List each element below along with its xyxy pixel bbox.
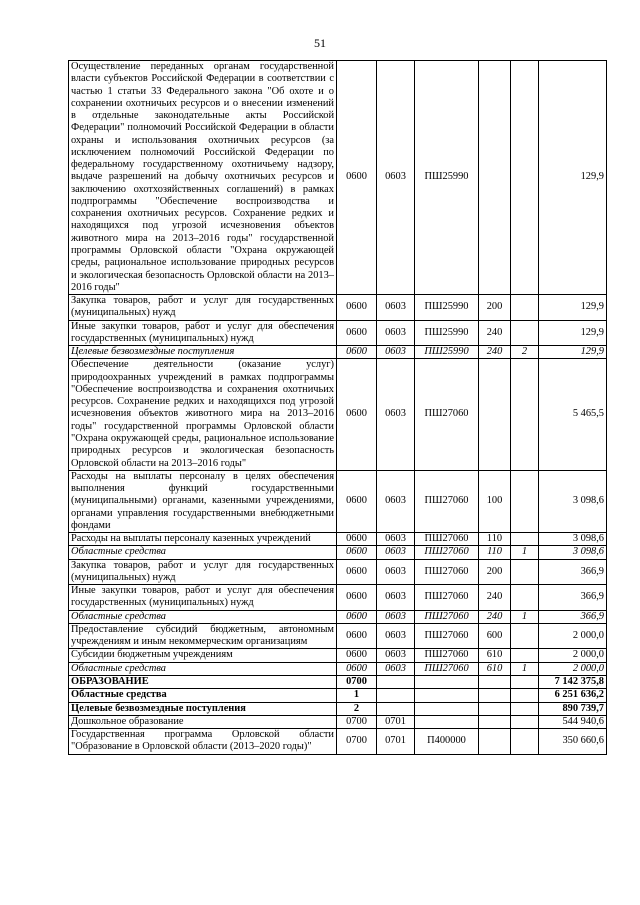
section-code-cell: 0600: [337, 359, 377, 470]
table-row: [69, 320, 607, 346]
target-article-cell: ПШ27060: [415, 662, 479, 675]
section-code-cell: 0600: [337, 610, 377, 623]
expense-name-cell: Областные средства: [69, 662, 337, 675]
expense-type-cell: 600: [479, 623, 511, 649]
funding-source-cell: [511, 295, 539, 321]
amount-cell: 129,9: [539, 346, 607, 359]
expense-name-cell: Иные закупки товаров, работ и услуг для обеспечения государственных (муниципальных) нужд: [69, 585, 337, 611]
amount-cell: 366,9: [539, 610, 607, 623]
section-code-cell: 0600: [337, 649, 377, 662]
target-article-cell: ПШ25990: [415, 346, 479, 359]
expense-name-cell: Дошкольное образование: [69, 715, 337, 728]
expense-name-cell: Целевые безвозмездные поступления: [69, 702, 337, 715]
target-article-cell: ПШ27060: [415, 623, 479, 649]
expense-name-cell: ОБРАЗОВАНИЕ: [69, 676, 337, 689]
target-article-cell: ПШ27060: [415, 559, 479, 585]
amount-cell: 129,9: [539, 320, 607, 346]
target-article-cell: [415, 676, 479, 689]
expense-name-cell: Обеспечение деятельности (оказание услуг) природоохранных учреждений в рамках подпрограммы "Обеспечение воспроизводства и сохранения охотничьих ресурсов. Сохранение редких и находящихся под угрозой исчезновения объектов животного мира на 2013–2016 годы" государственной программы Орловской области "Охрана окружающей среды, рациональное использование природных ресурсов и экологическая безопасность Орловской области на 2013–2016 годы": [69, 359, 337, 470]
expense-name-cell: Областные средства: [69, 689, 337, 702]
section-code-cell: 0700: [337, 715, 377, 728]
subsection-code-cell: 0603: [377, 359, 415, 470]
expense-type-cell: [479, 359, 511, 470]
expense-name-cell: Субсидии бюджетным учреждениям: [69, 649, 337, 662]
table-row: [69, 689, 607, 702]
section-code-cell: 1: [337, 689, 377, 702]
subsection-code-cell: 0603: [377, 346, 415, 359]
funding-source-cell: 1: [511, 610, 539, 623]
target-article-cell: ПШ25990: [415, 61, 479, 295]
target-article-cell: П400000: [415, 729, 479, 755]
expense-type-cell: 240: [479, 346, 511, 359]
expense-name-cell: Предоставление субсидий бюджетным, автономным учреждениям и иным некоммерческим организациям: [69, 623, 337, 649]
page-number: 51: [314, 36, 326, 50]
section-code-cell: 0700: [337, 676, 377, 689]
expense-name-cell: Областные средства: [69, 610, 337, 623]
target-article-cell: ПШ27060: [415, 359, 479, 470]
expense-name-cell: Закупка товаров, работ и услуг для государственных (муниципальных) нужд: [69, 559, 337, 585]
subsection-code-cell: 0603: [377, 610, 415, 623]
amount-cell: 366,9: [539, 559, 607, 585]
funding-source-cell: [511, 61, 539, 295]
amount-cell: 6 251 636,2: [539, 689, 607, 702]
amount-cell: 3 098,6: [539, 546, 607, 559]
subsection-code-cell: 0603: [377, 295, 415, 321]
funding-source-cell: 2: [511, 346, 539, 359]
budget-table-body: [69, 61, 607, 755]
subsection-code-cell: 0701: [377, 715, 415, 728]
expense-type-cell: 200: [479, 559, 511, 585]
table-row: [69, 295, 607, 321]
subsection-code-cell: [377, 689, 415, 702]
table-row: [69, 610, 607, 623]
amount-cell: 2 000,0: [539, 662, 607, 675]
funding-source-cell: 1: [511, 662, 539, 675]
expense-type-cell: 240: [479, 585, 511, 611]
target-article-cell: ПШ27060: [415, 610, 479, 623]
table-row: [69, 346, 607, 359]
table-row: [69, 585, 607, 611]
expense-type-cell: [479, 715, 511, 728]
section-code-cell: 0600: [337, 320, 377, 346]
funding-source-cell: [511, 533, 539, 546]
funding-source-cell: [511, 729, 539, 755]
expense-name-cell: Областные средства: [69, 546, 337, 559]
subsection-code-cell: 0603: [377, 61, 415, 295]
section-code-cell: 0600: [337, 546, 377, 559]
expense-type-cell: [479, 61, 511, 295]
subsection-code-cell: 0603: [377, 470, 415, 532]
amount-cell: 2 000,0: [539, 649, 607, 662]
table-row: [69, 729, 607, 755]
target-article-cell: ПШ25990: [415, 295, 479, 321]
expense-type-cell: [479, 702, 511, 715]
subsection-code-cell: [377, 676, 415, 689]
expense-type-cell: 610: [479, 662, 511, 675]
expense-type-cell: 100: [479, 470, 511, 532]
amount-cell: 3 098,6: [539, 470, 607, 532]
amount-cell: 890 739,7: [539, 702, 607, 715]
table-row: [69, 676, 607, 689]
section-code-cell: 0600: [337, 533, 377, 546]
section-code-cell: 0600: [337, 470, 377, 532]
amount-cell: 5 465,5: [539, 359, 607, 470]
table-row: [69, 546, 607, 559]
expense-name-cell: Закупка товаров, работ и услуг для государственных (муниципальных) нужд: [69, 295, 337, 321]
amount-cell: 3 098,6: [539, 533, 607, 546]
expense-type-cell: [479, 676, 511, 689]
subsection-code-cell: 0603: [377, 662, 415, 675]
amount-cell: 544 940,6: [539, 715, 607, 728]
subsection-code-cell: 0603: [377, 585, 415, 611]
table-row: [69, 649, 607, 662]
funding-source-cell: [511, 702, 539, 715]
funding-source-cell: [511, 676, 539, 689]
section-code-cell: 0600: [337, 623, 377, 649]
table-row: [69, 702, 607, 715]
funding-source-cell: [511, 585, 539, 611]
target-article-cell: [415, 702, 479, 715]
table-row: [69, 533, 607, 546]
expense-type-cell: 110: [479, 546, 511, 559]
section-code-cell: 0700: [337, 729, 377, 755]
target-article-cell: ПШ27060: [415, 585, 479, 611]
subsection-code-cell: [377, 702, 415, 715]
expense-name-cell: Осуществление переданных органам государственной власти субъектов Российской Федерации в соответствии с частью 1 статьи 33 Федерального закона "Об охоте и о сохранении охотничьих ресурсов и о внесении изменений в отдельные законодательные акты Российской Федерации" полномочий Российской Федерации в области охраны и использования охотничьих ресурсов (за исключением полномочий Российской Федерации по федеральному государственному охотничьему надзору, выдаче разрешений на добычу охотничьих ресурсов и заключению охотхозяйственных соглашений) в рамках подпрограммы "Обеспечение воспроизводства и сохранения охотничьих ресурсов. Сохранение редких и находящихся под угрозой исчезновения объектов животного мира на 2013–2016 годы" государственной программы Орловской области "Охрана окружающей среды, рациональное использование природных ресурсов и экологическая безопасность Орловской области на 2013–2016 годы": [69, 61, 337, 295]
subsection-code-cell: 0603: [377, 546, 415, 559]
subsection-code-cell: 0701: [377, 729, 415, 755]
expense-type-cell: [479, 729, 511, 755]
section-code-cell: 0600: [337, 662, 377, 675]
funding-source-cell: [511, 320, 539, 346]
funding-source-cell: [511, 470, 539, 532]
funding-source-cell: 1: [511, 546, 539, 559]
amount-cell: 350 660,6: [539, 729, 607, 755]
subsection-code-cell: 0603: [377, 623, 415, 649]
funding-source-cell: [511, 359, 539, 470]
expense-name-cell: Иные закупки товаров, работ и услуг для обеспечения государственных (муниципальных) нужд: [69, 320, 337, 346]
section-code-cell: 0600: [337, 295, 377, 321]
funding-source-cell: [511, 559, 539, 585]
table-row: [69, 662, 607, 675]
target-article-cell: [415, 689, 479, 702]
amount-cell: 366,9: [539, 585, 607, 611]
target-article-cell: ПШ27060: [415, 533, 479, 546]
section-code-cell: 0600: [337, 585, 377, 611]
target-article-cell: ПШ27060: [415, 649, 479, 662]
table-row: [69, 623, 607, 649]
expense-name-cell: Целевые безвозмездные поступления: [69, 346, 337, 359]
target-article-cell: ПШ27060: [415, 470, 479, 532]
subsection-code-cell: 0603: [377, 533, 415, 546]
expense-type-cell: [479, 689, 511, 702]
funding-source-cell: [511, 715, 539, 728]
table-row: [69, 715, 607, 728]
table-row: [69, 61, 607, 295]
table-row: [69, 359, 607, 470]
expense-type-cell: 110: [479, 533, 511, 546]
funding-source-cell: [511, 689, 539, 702]
table-row: [69, 470, 607, 532]
target-article-cell: ПШ27060: [415, 546, 479, 559]
amount-cell: 129,9: [539, 295, 607, 321]
amount-cell: 2 000,0: [539, 623, 607, 649]
budget-table: [68, 60, 607, 755]
amount-cell: 7 142 375,8: [539, 676, 607, 689]
expense-name-cell: Расходы на выплаты персоналу в целях обеспечения выполнения функций государственными (муниципальными) органами, казенными учреждениями, органами управления государственными внебюджетными фондами: [69, 470, 337, 532]
amount-cell: 129,9: [539, 61, 607, 295]
expense-type-cell: 240: [479, 320, 511, 346]
subsection-code-cell: 0603: [377, 559, 415, 585]
subsection-code-cell: 0603: [377, 320, 415, 346]
expense-name-cell: Государственная программа Орловской области "Образование в Орловской области (2013–2020 годы)": [69, 729, 337, 755]
subsection-code-cell: 0603: [377, 649, 415, 662]
expense-type-cell: 240: [479, 610, 511, 623]
section-code-cell: 0600: [337, 559, 377, 585]
expense-type-cell: 610: [479, 649, 511, 662]
target-article-cell: ПШ25990: [415, 320, 479, 346]
expense-type-cell: 200: [479, 295, 511, 321]
section-code-cell: 0600: [337, 346, 377, 359]
funding-source-cell: [511, 623, 539, 649]
target-article-cell: [415, 715, 479, 728]
section-code-cell: 0600: [337, 61, 377, 295]
table-row: [69, 559, 607, 585]
funding-source-cell: [511, 649, 539, 662]
expense-name-cell: Расходы на выплаты персоналу казенных учреждений: [69, 533, 337, 546]
section-code-cell: 2: [337, 702, 377, 715]
